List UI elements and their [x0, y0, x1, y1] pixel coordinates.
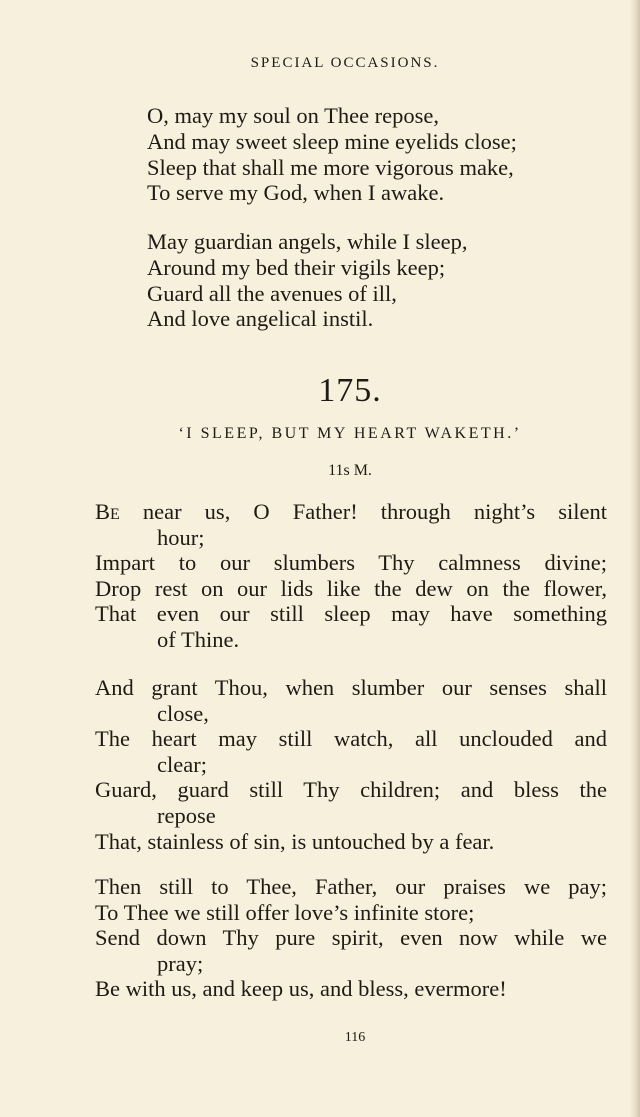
hymn-stanza-1 [95, 499, 607, 653]
hymn-meter: 11s M. [328, 462, 372, 479]
verse-continuation: of Thine. [157, 626, 240, 652]
running-head: SPECIAL OCCASIONS. [250, 55, 440, 71]
verse-initial-word: Be [95, 499, 120, 524]
verse-continuation: clear; [157, 751, 207, 777]
verse-line: To Thee we still offer love’s infinite store; [95, 899, 475, 925]
verse-line: And may sweet sleep mine eyelids close; [147, 128, 517, 154]
verse-line: Guard, guard still Thy children; and bless the [95, 777, 607, 803]
verse-line: Then still to Thee, Father, our praises we pay; [95, 874, 607, 899]
verse-line-rest: near us, O Father! through night’s silent [142, 499, 607, 524]
verse-continuation: hour; [157, 524, 205, 550]
verse-line: Drop rest on our lids like the dew on the flower, [95, 575, 607, 601]
hymn-number: 175. [318, 372, 382, 409]
hymn-stanza-3 [95, 874, 607, 1002]
previous-hymn-stanza-1 [147, 103, 640, 206]
verse-line: Sleep that shall me more vigorous make, [147, 154, 514, 180]
verse-line: Impart to our slumbers Thy calmness divine; [95, 550, 607, 576]
verse-line: Be with us, and keep us, and bless, evermore! [95, 976, 507, 1002]
verse-line: That even our still sleep may have something [95, 601, 607, 627]
verse-line: Send down Thy pure spirit, even now while we [95, 925, 607, 951]
verse-line: And love angelical instil. [147, 306, 374, 332]
verse-line: O, may my soul on Thee repose, [147, 103, 440, 128]
hymn-stanza-2 [95, 675, 607, 854]
verse-continuation: close, [157, 700, 209, 726]
verse-continuation: repose [157, 802, 216, 828]
verse-line: Guard all the avenues of ill, [147, 280, 397, 306]
verse-line: The heart may still watch, all unclouded and [95, 726, 607, 752]
verse-line [95, 499, 607, 525]
verse-line: And grant Thou, when slumber our senses shall [95, 675, 607, 700]
hymn-title: ‘I SLEEP, BUT MY HEART WAKETH.’ [178, 425, 522, 442]
page-number: 116 [344, 1030, 366, 1045]
verse-line: May guardian angels, while I sleep, [147, 229, 468, 254]
verse-line: To serve my God, when I awake. [147, 180, 445, 206]
previous-hymn-stanza-2 [147, 229, 640, 332]
verse-line: That, stainless of sin, is untouched by a fear. [95, 828, 495, 854]
verse-continuation: pray; [157, 950, 204, 976]
verse-line: Around my bed their vigils keep; [147, 254, 446, 280]
